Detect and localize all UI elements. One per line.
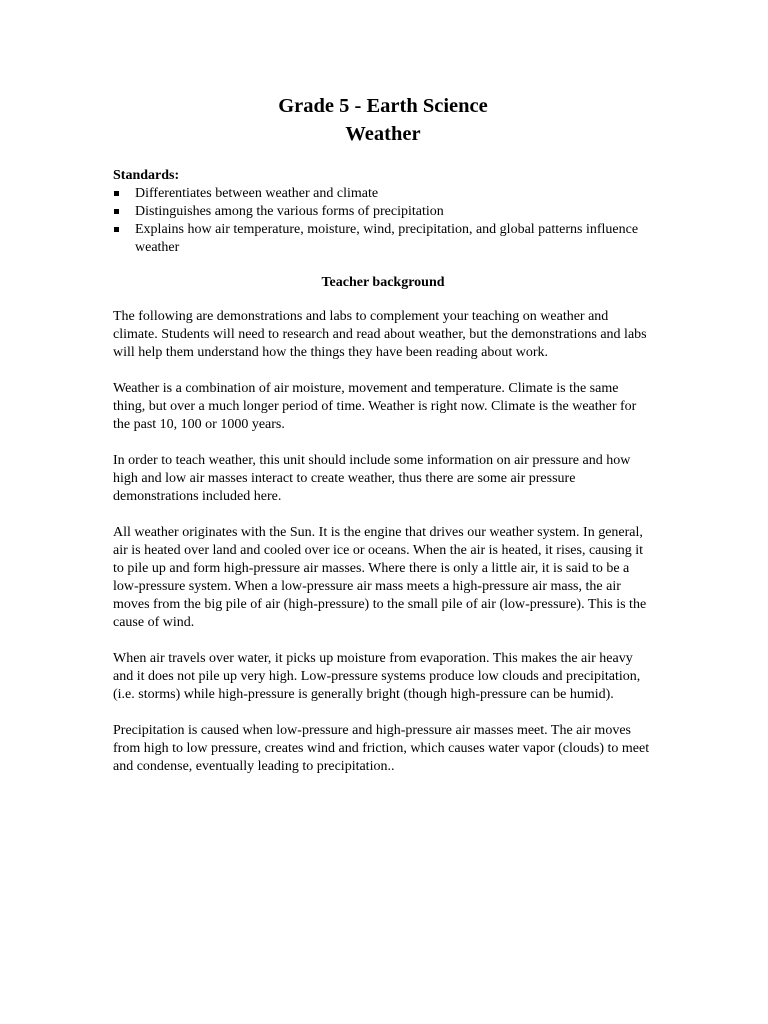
document-title — [113, 92, 653, 148]
document-page — [113, 92, 653, 776]
teacher-background-heading: Teacher background — [321, 275, 445, 290]
title-line-course: Grade 5 - Earth Science — [278, 95, 488, 117]
title-line-topic: Weather — [345, 123, 421, 145]
paragraph-precipitation: Precipitation is caused when low-pressure and high-pressure air masses meet. The air moves from high to low pressure, creates wind and friction, which causes water vapor (clouds) to meet and condense, eventually leading to precipitation.. — [113, 723, 650, 774]
paragraph-water: When air travels over water, it picks up moisture from evaporation. This makes the air heavy and it does not pile up very high. Low-pressure systems produce low clouds and precipitation, (i.e. storms) while high-pressure is generally bright (though high-pressure can be humid). — [113, 651, 641, 702]
paragraph-air-pressure: In order to teach weather, this unit should include some information on air pressure and how high and low air masses interact to create weather, thus there are some air pressure demonstrations included here. — [113, 453, 631, 504]
square-bullet-icon — [114, 191, 119, 196]
standard-text: Explains how air temperature, moisture, wind, precipitation, and global patterns influence weather — [135, 222, 639, 255]
paragraph-intro: The following are demonstrations and labs to complement your teaching on weather and climate. Students will need to research and read about weather, but the demonstrations and labs will help them understand how the things they have been reading about work. — [113, 309, 647, 360]
standard-text: Distinguishes among the various forms of precipitation — [135, 204, 444, 219]
standard-text: Differentiates between weather and climate — [135, 186, 379, 201]
list-item — [113, 185, 653, 203]
standards-heading: Standards: — [113, 168, 180, 183]
paragraph-sun: All weather originates with the Sun. It is the engine that drives our weather system. In general, air is heated over land and cooled over ice or oceans. When the air is heated, it rises, causing it to pile up and form high-pressure air masses. Where there is only a little air, it is said to be a low-pressure system. When a low-pressure air mass meets a high-pressure air mass, the air moves from the big pile of air (high-pressure) to the small pile of air (low-pressure). This is the cause of wind. — [113, 525, 647, 630]
paragraph-weather-climate: Weather is a combination of air moisture, movement and temperature. Climate is the same thing, but over a much longer period of time. Weather is right now. Climate is the weather for the past 10, 100 or 1000 years. — [113, 381, 637, 432]
standards-list — [113, 185, 653, 257]
square-bullet-icon — [114, 209, 119, 214]
list-item — [113, 221, 653, 257]
square-bullet-icon — [114, 227, 119, 232]
list-item — [113, 203, 653, 221]
